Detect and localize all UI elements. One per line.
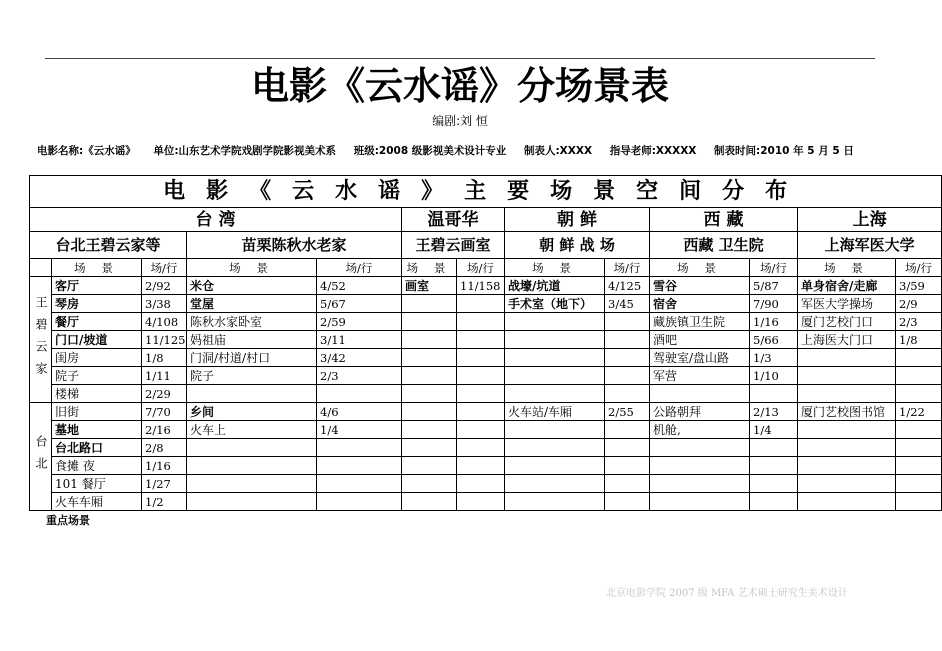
- scene-name-cell: 画室: [402, 277, 457, 295]
- scene-name-cell: 藏族镇卫生院: [650, 313, 750, 331]
- scene-count-cell: 3/42: [317, 349, 402, 367]
- scene-count-cell: [317, 493, 402, 511]
- table-row: [30, 331, 942, 349]
- scene-name-cell: [798, 475, 896, 493]
- scene-count-cell: [457, 439, 505, 457]
- table-row: [30, 475, 942, 493]
- table-row: [30, 493, 942, 511]
- col-scene: 场 景: [52, 259, 142, 277]
- scene-count-cell: 7/90: [750, 295, 798, 313]
- scene-count-cell: [896, 385, 942, 403]
- scene-name-cell: 火车上: [187, 421, 317, 439]
- scene-name-cell: 厦门艺校图书馆: [798, 403, 896, 421]
- maker: 制表人:XXXX: [523, 145, 593, 157]
- scene-count-cell: 1/10: [750, 367, 798, 385]
- scene-count-cell: 2/13: [750, 403, 798, 421]
- table-row: [30, 295, 942, 313]
- scene-count-cell: [457, 367, 505, 385]
- region-korea: 朝 鲜: [505, 208, 650, 232]
- scene-count-cell: [896, 421, 942, 439]
- scene-name-cell: 琴房: [52, 295, 142, 313]
- scene-count-cell: 7/70: [142, 403, 187, 421]
- scene-name-cell: [402, 331, 457, 349]
- scene-name-cell: [402, 385, 457, 403]
- scene-name-cell: [798, 421, 896, 439]
- scene-count-cell: 4/125: [605, 277, 650, 295]
- scene-count-cell: 11/125: [142, 331, 187, 349]
- scene-name-cell: 米仓: [187, 277, 317, 295]
- advisor: 指导老师:XXXXX: [609, 145, 697, 157]
- scene-count-cell: [605, 313, 650, 331]
- scene-name-cell: [650, 493, 750, 511]
- scene-count-cell: [457, 475, 505, 493]
- scene-name-cell: [798, 493, 896, 511]
- scene-name-cell: 酒吧: [650, 331, 750, 349]
- scene-count-cell: 1/8: [896, 331, 942, 349]
- scene-name-cell: 军营: [650, 367, 750, 385]
- scene-count-cell: 3/45: [605, 295, 650, 313]
- scene-count-cell: [605, 385, 650, 403]
- col-count: 场/行: [457, 259, 505, 277]
- scene-name-cell: 门洞/村道/村口: [187, 349, 317, 367]
- scene-name-cell: 墓地: [52, 421, 142, 439]
- scene-count-cell: [750, 439, 798, 457]
- column-header-row: [30, 259, 942, 277]
- scene-name-cell: [505, 385, 605, 403]
- scene-name-cell: 火车站/车厢: [505, 403, 605, 421]
- scene-name-cell: 101 餐厅: [52, 475, 142, 493]
- scene-count-cell: 5/67: [317, 295, 402, 313]
- region-taiwan: 台 湾: [30, 208, 402, 232]
- scene-count-cell: 2/3: [317, 367, 402, 385]
- col-scene: 场 景: [505, 259, 605, 277]
- scene-count-cell: [605, 367, 650, 385]
- place-studio: 王碧云画室: [402, 232, 505, 259]
- scene-count-cell: [605, 439, 650, 457]
- scene-name-cell: [650, 475, 750, 493]
- col-count: 场/行: [750, 259, 798, 277]
- table-row: [30, 277, 942, 295]
- scene-name-cell: 餐厅: [52, 313, 142, 331]
- scene-name-cell: [505, 475, 605, 493]
- scene-name-cell: [402, 475, 457, 493]
- scene-name-cell: [505, 313, 605, 331]
- scene-count-cell: 11/158: [457, 277, 505, 295]
- scene-count-cell: [750, 457, 798, 475]
- scene-name-cell: 旧街: [52, 403, 142, 421]
- place-battlefield: 朝 鲜 战 场: [505, 232, 650, 259]
- scene-name-cell: [650, 439, 750, 457]
- scene-count-cell: 1/4: [750, 421, 798, 439]
- group-label-taibei: 台北: [30, 403, 52, 511]
- scene-name-cell: [798, 439, 896, 457]
- info-line: [37, 143, 885, 158]
- scene-count-cell: 4/6: [317, 403, 402, 421]
- scene-name-cell: [402, 421, 457, 439]
- scene-name-cell: 军医大学操场: [798, 295, 896, 313]
- scene-count-cell: 2/55: [605, 403, 650, 421]
- scene-name-cell: [798, 385, 896, 403]
- scene-count-cell: [750, 475, 798, 493]
- col-count: 场/行: [317, 259, 402, 277]
- scene-count-cell: [896, 349, 942, 367]
- scene-count-cell: 2/16: [142, 421, 187, 439]
- scene-name-cell: [505, 331, 605, 349]
- scene-name-cell: 院子: [187, 367, 317, 385]
- table-heading: 电影《云水谣》主要场景空间分布: [30, 176, 942, 208]
- scene-count-cell: [605, 421, 650, 439]
- scene-count-cell: 3/59: [896, 277, 942, 295]
- scene-name-cell: 单身宿舍/走廊: [798, 277, 896, 295]
- scene-count-cell: [605, 457, 650, 475]
- scene-count-cell: [317, 385, 402, 403]
- scene-name-cell: [402, 295, 457, 313]
- class: 班级:2008 级影视美术设计专业: [353, 145, 507, 157]
- scene-count-cell: [457, 295, 505, 313]
- scene-count-cell: 1/3: [750, 349, 798, 367]
- table-row: [30, 313, 942, 331]
- scene-count-cell: 2/29: [142, 385, 187, 403]
- scene-name-cell: 上海医大门口: [798, 331, 896, 349]
- scene-name-cell: 厦门艺校门口: [798, 313, 896, 331]
- place-wang-home: 台北王碧云家等: [30, 232, 187, 259]
- scene-count-cell: [605, 475, 650, 493]
- scene-table: [29, 175, 942, 511]
- blank-corner: [30, 259, 52, 277]
- scene-name-cell: [187, 475, 317, 493]
- region-vancouver: 温哥华: [402, 208, 505, 232]
- scene-count-cell: 2/9: [896, 295, 942, 313]
- scene-count-cell: 2/8: [142, 439, 187, 457]
- scene-name-cell: 驾驶室/盘山路: [650, 349, 750, 367]
- group-label-wang-home: 王碧云家: [30, 277, 52, 403]
- place-chen-home: 苗栗陈秋水老家: [187, 232, 402, 259]
- watermark: 北京电影学院 2007 级 MFA 艺术硕士研究生美术设计: [606, 588, 848, 599]
- scene-count-cell: 4/52: [317, 277, 402, 295]
- scene-name-cell: [650, 457, 750, 475]
- region-tibet: 西 藏: [650, 208, 798, 232]
- scene-count-cell: [605, 493, 650, 511]
- table-row: [30, 403, 942, 421]
- table-row: [30, 349, 942, 367]
- scene-count-cell: [750, 385, 798, 403]
- table-row: [30, 385, 942, 403]
- scene-count-cell: 5/66: [750, 331, 798, 349]
- scene-count-cell: 3/11: [317, 331, 402, 349]
- scene-name-cell: [798, 349, 896, 367]
- date: 制表时间:2010 年 5 月 5 日: [714, 145, 854, 157]
- col-scene: 场 景: [187, 259, 317, 277]
- scene-count-cell: 3/38: [142, 295, 187, 313]
- scene-name-cell: 门口/坡道: [52, 331, 142, 349]
- col-count: 场/行: [896, 259, 942, 277]
- scene-name-cell: [505, 421, 605, 439]
- scene-name-cell: [798, 367, 896, 385]
- scene-count-cell: 1/16: [142, 457, 187, 475]
- scene-count-cell: 1/8: [142, 349, 187, 367]
- scene-name-cell: [505, 367, 605, 385]
- scene-name-cell: [505, 349, 605, 367]
- scene-name-cell: [402, 493, 457, 511]
- scene-count-cell: [896, 493, 942, 511]
- scene-count-cell: [605, 349, 650, 367]
- scene-name-cell: [187, 385, 317, 403]
- page-title: 电影《云水谣》分场景表: [250, 64, 669, 108]
- scene-count-cell: [457, 331, 505, 349]
- scene-name-cell: 食摊 夜: [52, 457, 142, 475]
- scene-count-cell: 2/59: [317, 313, 402, 331]
- scene-count-cell: 5/87: [750, 277, 798, 295]
- scene-name-cell: 妈祖庙: [187, 331, 317, 349]
- scene-name-cell: [402, 349, 457, 367]
- col-scene: 场 景: [798, 259, 896, 277]
- film-name: 电影名称:《云水谣》: [37, 145, 136, 157]
- scene-count-cell: [317, 475, 402, 493]
- unit: 单位:山东艺术学院戏剧学院影视美术系: [153, 145, 337, 157]
- scene-name-cell: [650, 385, 750, 403]
- scene-count-cell: [896, 367, 942, 385]
- scene-name-cell: [402, 367, 457, 385]
- scene-name-cell: [402, 313, 457, 331]
- scene-name-cell: 堂屋: [187, 295, 317, 313]
- scene-name-cell: 宿舍: [650, 295, 750, 313]
- footnote: 重点场景: [46, 514, 90, 527]
- col-count: 场/行: [605, 259, 650, 277]
- scene-count-cell: 1/27: [142, 475, 187, 493]
- scene-name-cell: 闺房: [52, 349, 142, 367]
- scene-name-cell: [402, 403, 457, 421]
- scene-name-cell: 台北路口: [52, 439, 142, 457]
- table-row: [30, 367, 942, 385]
- scene-name-cell: [505, 439, 605, 457]
- scene-name-cell: 战壕/坑道: [505, 277, 605, 295]
- region-shanghai: 上海: [798, 208, 942, 232]
- scene-name-cell: 公路朝拜: [650, 403, 750, 421]
- scene-name-cell: [798, 457, 896, 475]
- scene-count-cell: [750, 493, 798, 511]
- scene-name-cell: 楼梯: [52, 385, 142, 403]
- scene-count-cell: [457, 403, 505, 421]
- place-clinic: 西藏 卫生院: [650, 232, 798, 259]
- scene-count-cell: [317, 457, 402, 475]
- scene-name-cell: [402, 457, 457, 475]
- scene-name-cell: [187, 439, 317, 457]
- scene-name-cell: [505, 493, 605, 511]
- place-military-univ: 上海军医大学: [798, 232, 942, 259]
- scene-name-cell: [187, 457, 317, 475]
- scene-name-cell: [402, 439, 457, 457]
- table-row: [30, 439, 942, 457]
- scene-count-cell: [457, 421, 505, 439]
- scene-count-cell: [896, 475, 942, 493]
- scene-count-cell: [457, 457, 505, 475]
- author-line: 编剧:刘 恒: [432, 114, 488, 128]
- scene-count-cell: 2/92: [142, 277, 187, 295]
- col-scene: 场 景: [402, 259, 457, 277]
- scene-count-cell: 1/11: [142, 367, 187, 385]
- scene-name-cell: 陈秋水家卧室: [187, 313, 317, 331]
- scene-count-cell: [457, 313, 505, 331]
- scene-count-cell: [605, 331, 650, 349]
- scene-count-cell: [457, 349, 505, 367]
- col-scene: 场 景: [650, 259, 750, 277]
- scene-name-cell: [505, 457, 605, 475]
- scene-count-cell: [896, 439, 942, 457]
- scene-name-cell: 机舱,: [650, 421, 750, 439]
- scene-name-cell: 院子: [52, 367, 142, 385]
- scene-count-cell: [317, 439, 402, 457]
- scene-count-cell: 1/16: [750, 313, 798, 331]
- scene-name-cell: 客厅: [52, 277, 142, 295]
- scene-name-cell: 雪谷: [650, 277, 750, 295]
- scene-name-cell: 火车车厢: [52, 493, 142, 511]
- col-count: 场/行: [142, 259, 187, 277]
- scene-name-cell: 手术室（地下）: [505, 295, 605, 313]
- scene-name-cell: [187, 493, 317, 511]
- scene-count-cell: 1/4: [317, 421, 402, 439]
- scene-count-cell: [457, 385, 505, 403]
- scene-count-cell: [457, 493, 505, 511]
- table-row: [30, 457, 942, 475]
- scene-count-cell: 1/22: [896, 403, 942, 421]
- scene-count-cell: 2/3: [896, 313, 942, 331]
- scene-count-cell: 1/2: [142, 493, 187, 511]
- scene-name-cell: 乡间: [187, 403, 317, 421]
- top-rule: [45, 58, 875, 59]
- scene-count-cell: 4/108: [142, 313, 187, 331]
- scene-count-cell: [896, 457, 942, 475]
- table-row: [30, 421, 942, 439]
